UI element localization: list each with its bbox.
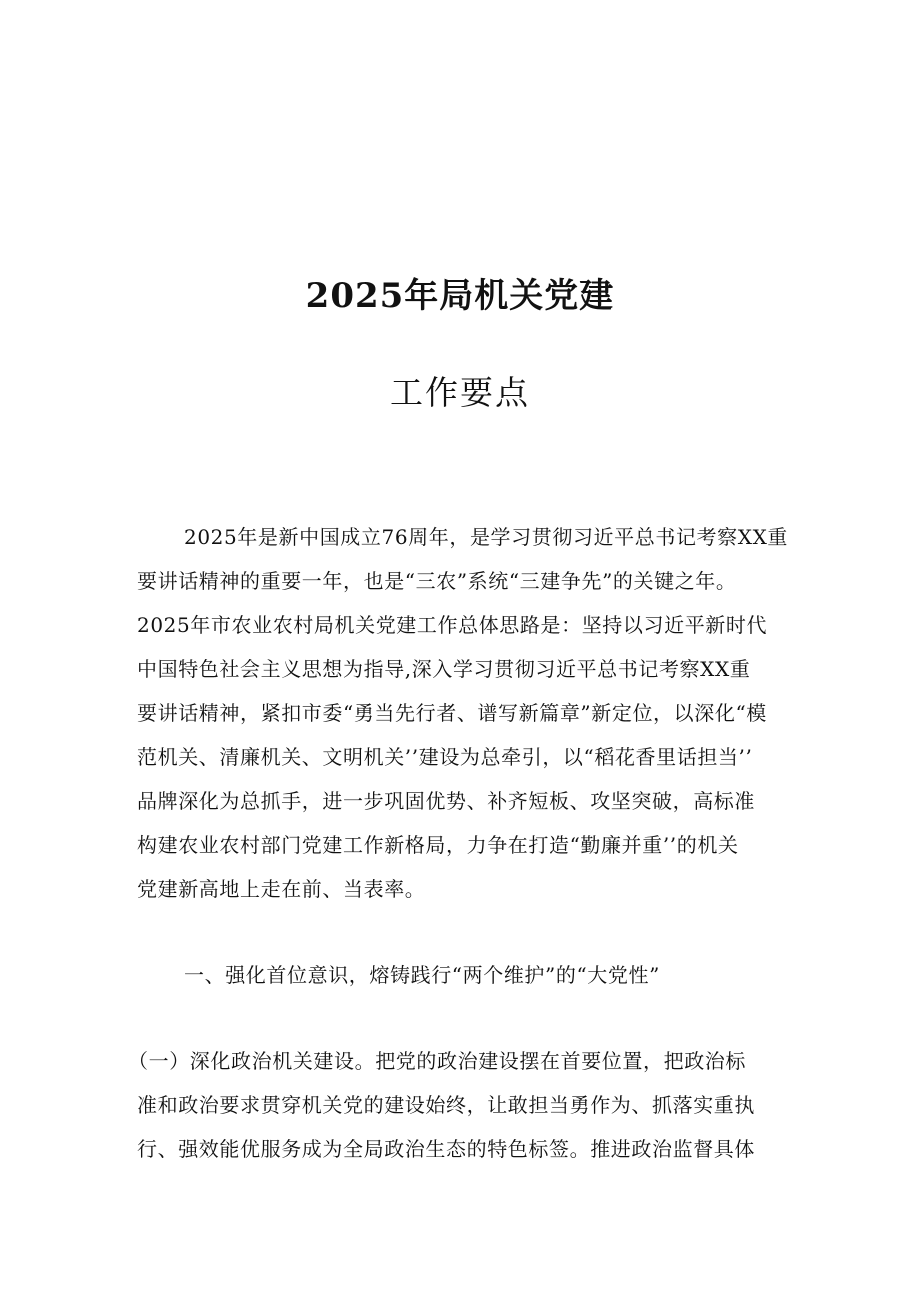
intro-line: 品牌深化为总抓手，进一步巩固优势、补齐短板、攻坚突破，高标准 <box>137 789 755 813</box>
subsection-line: 行、强效能优服务成为全局政治生态的特色标签。推进政治监督具体 <box>137 1137 755 1161</box>
intro-line: 2025年是新中国成立76周年，是学习贯彻习近平总书记考察XX重 <box>184 525 789 549</box>
intro-line: 2025年市农业农村局机关党建工作总体思路是：坚持以习近平新时代 <box>137 613 768 637</box>
subsection-line: （一）深化政治机关建设。把党的政治建设摆在首要位置，把政治标 <box>128 1049 746 1073</box>
intro-line: 要讲话精神，紧扣市委“勇当先行者、谱写新篇章”新定位，以深化“模 <box>137 701 767 725</box>
subsection-line: 准和政治要求贯穿机关党的建设始终，让敢担当勇作为、抓落实重执 <box>137 1093 755 1117</box>
document-title-line-2: 工作要点 <box>390 373 530 412</box>
intro-line: 党建新高地上走在前、当表率。 <box>137 877 426 901</box>
intro-line: 范机关、清廉机关、文明机关’’建设为总牵引，以“稻花香里话担当’’ <box>137 745 753 769</box>
intro-line: 中国特色社会主义思想为指导,深入学习贯彻习近平总书记考察XX重 <box>137 657 751 681</box>
document-title-line-1: 2025年局机关党建 <box>305 276 615 316</box>
intro-line: 构建农业农村部门党建工作新格局，力争在打造“勤廉并重’’的机关 <box>137 833 739 857</box>
intro-line: 要讲话精神的重要一年，也是“三农”系统“三建争先”的关键之年。 <box>137 569 737 593</box>
section-heading: 一、强化首位意识，熔铸践行“两个维护”的“大党性” <box>184 963 660 987</box>
